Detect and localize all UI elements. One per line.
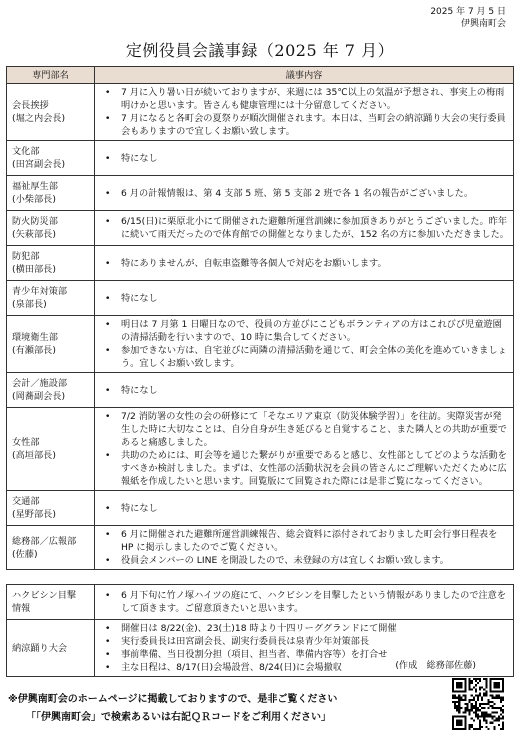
- content-item: • 6 月に開催された避難所運営訓練報告、総会資料に添付されておりました町会行事日程表を HP に掲示しましたのでご覧ください。: [99, 528, 509, 554]
- content-list: [99, 215, 509, 241]
- meeting-content: [95, 316, 514, 373]
- content-item: • 参加できない方は、自宅並びに両隣の清掃活動を通じて、町会全体の美化を進めていきましょう。宜しくお願い致します。: [99, 344, 509, 370]
- table-row: [7, 316, 514, 373]
- minutes-table: [6, 66, 514, 677]
- table-row: [7, 526, 514, 570]
- content-list: [99, 502, 509, 515]
- author-note: (作成 総務部佐藤): [395, 660, 476, 671]
- content-item: • 7/2 消防署の女性の会の研修にて「そなエリア東京（防災体験学習）」を往訪。実際災害が発生した時に大切なことは、自分自身が生き延びると自覚すること、また隣人との共助が重要であると痛感しました。: [99, 410, 509, 449]
- content-item: • 主な日程は、8/17(日)会場設営、8/24(日)に会場撤収: [99, 661, 509, 674]
- content-item: • 特になし: [99, 152, 509, 165]
- content-item: • 特になし: [99, 502, 509, 515]
- department-name: 環境衛生部 (有瀬部長): [7, 316, 95, 373]
- content-item: • 6 月の計報情報は、第 4 支部 5 班、第 5 支部 2 班で各 1 名の報告がございました。: [99, 187, 509, 200]
- content-item: • 実行委員長は田宮副会長、副実行委員長は泉青少年対策部長: [99, 635, 509, 648]
- date-text: 2025 年 7 月 5 日: [430, 7, 506, 17]
- content-item: • 役員会メンバーの LINE を開設したので、未登録の方は宜しくお願い致します。: [99, 554, 509, 567]
- meeting-content: [95, 211, 514, 246]
- meeting-content: [95, 84, 514, 141]
- table-row: [7, 84, 514, 141]
- content-item: • 7 月になると各町会の夏祭りが順次開催されます。本日は、当町会の納涼踊り大会の実行委員会もありますので宜しくお願い致します。: [99, 112, 509, 138]
- content-item: • 7 月に入り暑い日が続いておりますが、来週には 35℃以上の気温が予想され、事実上の梅雨明けかと思います。皆さんも健康管理には十分留意してください。: [99, 86, 509, 112]
- content-item: • 6/15(日)に栗原北小にて開催された避難所運営訓練に参加頂きありがとうございました。昨年に続いて雨天だったので体育館での開催となりましたが、152 名の方に参加いただきました。: [99, 215, 509, 241]
- header-date: [430, 6, 506, 30]
- table-header-row: [7, 67, 514, 84]
- content-item: • 明日は 7 月第 1 日曜日なので、役員の方並びにこどもボランティアの方はこれびび児童遊園の清掃活動を行いますので、10 時に集合してください。: [99, 318, 509, 344]
- department-name: 防犯部 (横田部長): [7, 246, 95, 281]
- page-title: 定例役員会議事録（2025 年 7 月）: [125, 41, 395, 60]
- content-item: • 事前準備、当日役割分担（項目、担当者、準備内容等）を打合せ: [99, 648, 509, 661]
- content-item: • 6 月下旬に竹ノ塚ハイツの庭にて、ハクビシンを目撃したという情報がありましたので注意をして頂きます。ご留意頂きたいと思います。: [99, 589, 509, 615]
- meeting-content: [95, 585, 514, 620]
- department-name: 会長挨拶 (堀之内会長): [7, 84, 95, 141]
- content-list: [99, 589, 509, 615]
- department-name: 文化部 (田宮副会長): [7, 141, 95, 176]
- content-item: • 開催日は 8/22(金)、23(土)18 時より十四リーググランドにて開催: [99, 622, 509, 635]
- meeting-content: [95, 408, 514, 491]
- table-gap: [7, 570, 514, 585]
- table-row: [7, 281, 514, 316]
- department-name: 青少年対策部 (泉部長): [7, 281, 95, 316]
- content-list: [99, 86, 509, 138]
- content-item: • 特にありませんが、自転車盗難等各個人で対応をお願いします。: [99, 257, 509, 270]
- meeting-content: [95, 373, 514, 408]
- content-item: • 特になし: [99, 292, 509, 305]
- content-list: [99, 152, 509, 165]
- meeting-content: [95, 176, 514, 211]
- table-row: [7, 246, 514, 281]
- department-name: 交通部 (星野部長): [7, 491, 95, 526]
- content-item: • 特になし: [99, 384, 509, 397]
- meeting-content: [95, 246, 514, 281]
- meeting-content: [95, 281, 514, 316]
- content-list: [99, 318, 509, 370]
- column-header-content: 議事内容: [95, 67, 514, 84]
- table-row: [7, 176, 514, 211]
- content-list: [99, 187, 509, 200]
- meeting-content: [95, 141, 514, 176]
- table-row: [7, 141, 514, 176]
- department-name: 女性部 (高垣部長): [7, 408, 95, 491]
- footer-search-hint: 「「伊興南町会」で検索あるいは右記ＱＲコードをご利用ください」: [26, 712, 331, 723]
- content-list: [99, 292, 509, 305]
- content-list: [99, 384, 509, 397]
- meeting-content: [95, 526, 514, 570]
- meeting-content: [95, 491, 514, 526]
- content-item: • 共助のためには、町会等を通じた繋がりが重要であると感じ、女性部としてどのような活動をすべきか検討しました。まずは、女性部の活動状況を会員の皆さんにご理解いただくために広報紙を作成したいと思います。回覧版にて回覧された際には是非ご覧になってください。: [99, 449, 509, 488]
- table-row: [7, 373, 514, 408]
- table-row: [7, 408, 514, 491]
- department-name: 総務部／広報部 (佐藤): [7, 526, 95, 570]
- content-list: [99, 257, 509, 270]
- qr-code[interactable]: [452, 678, 504, 730]
- content-list: [99, 528, 509, 567]
- department-name: 納涼踊り大会: [7, 620, 95, 677]
- content-list: [99, 410, 509, 488]
- department-name: ハクビシン目撃 情報: [7, 585, 95, 620]
- table-body: [7, 84, 514, 677]
- department-name: 会計／施設部 (岡蕎副会長): [7, 373, 95, 408]
- table-row: [7, 585, 514, 620]
- footer-notice: ※伊興南町会のホームページに掲載しておりますので、是非ご覧ください: [8, 694, 338, 705]
- table-row: [7, 491, 514, 526]
- organization-name: 伊興南町会: [460, 19, 506, 29]
- department-name: 福祉厚生部 (小柴部長): [7, 176, 95, 211]
- department-name: 防火防災部 (矢萩部長): [7, 211, 95, 246]
- table-row: [7, 211, 514, 246]
- column-header-dept: 専門部名: [7, 67, 95, 84]
